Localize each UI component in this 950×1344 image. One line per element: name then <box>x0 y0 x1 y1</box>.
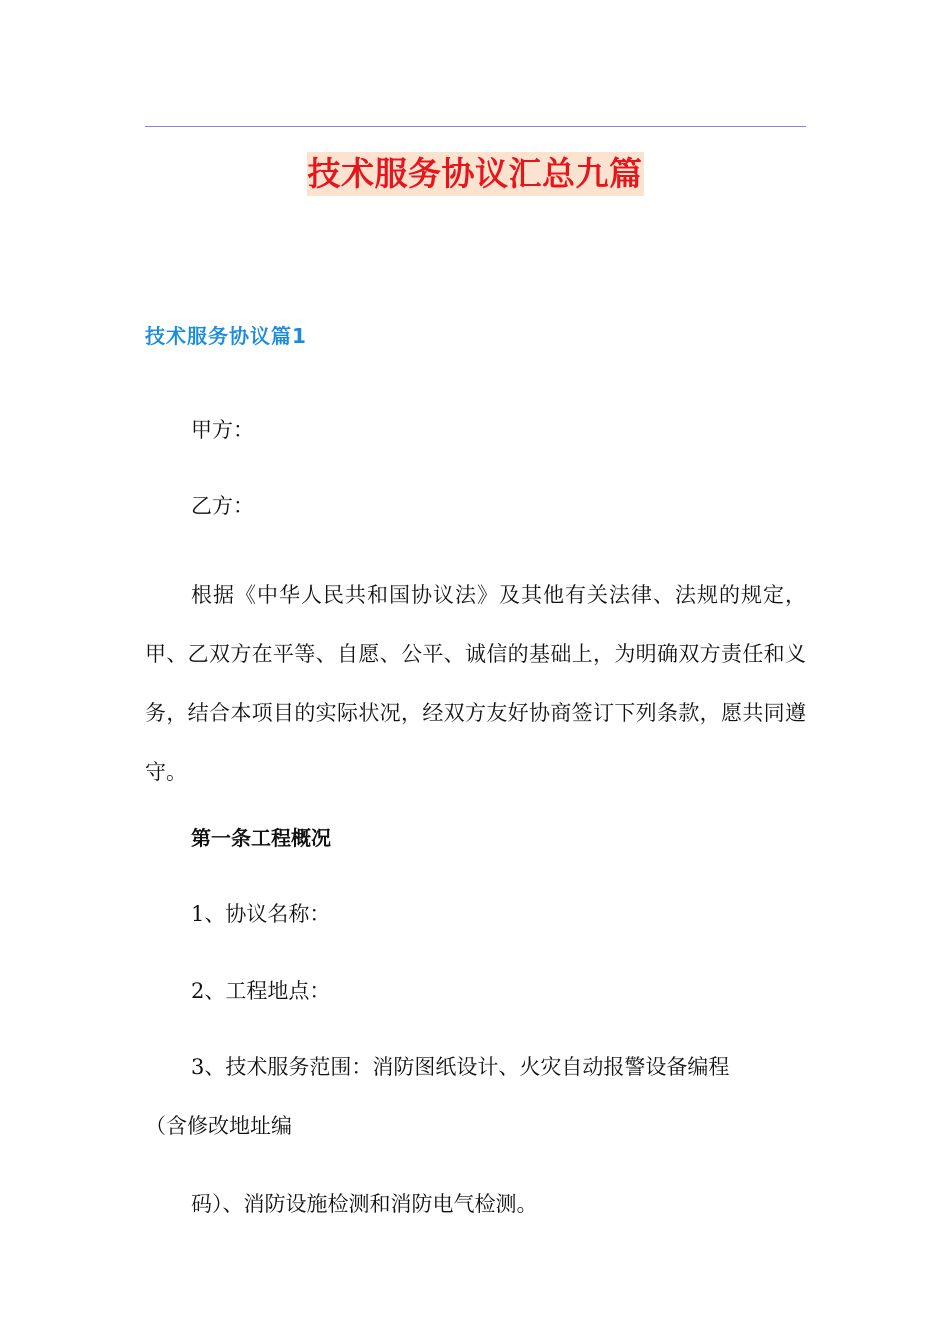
intro-paragraph: 根据《中华人民共和国协议法》及其他有关法律、法规的规定，甲、乙双方在平等、自愿、公平、诚信的基础上，为明确双方责任和义务，结合本项目的实际状况，经双方友好协商签订下列条款，愿共同遵守。 <box>145 583 806 784</box>
item-service-scope-line-1: 3、技术服务范围：消防图纸设计、火灾自动报警设备编程 <box>191 1055 730 1079</box>
item-project-location: 2、工程地点： <box>191 979 331 1003</box>
document-title-text: 技术服务协议汇总九篇 <box>307 152 644 196</box>
party-a-label: 甲方： <box>191 418 254 442</box>
article-1-heading: 第一条工程概况 <box>191 826 331 850</box>
item-service-scope-line-2: （含修改地址编 <box>145 1114 292 1138</box>
section-heading: 技术服务协议篇1 <box>145 324 307 348</box>
document-title <box>0 152 950 196</box>
party-b-label: 乙方： <box>191 494 254 518</box>
item-contract-name: 1、协议名称： <box>191 902 331 926</box>
header-divider <box>145 126 806 127</box>
item-service-scope-line-3: 码）、消防设施检测和消防电气检测。 <box>191 1192 538 1216</box>
